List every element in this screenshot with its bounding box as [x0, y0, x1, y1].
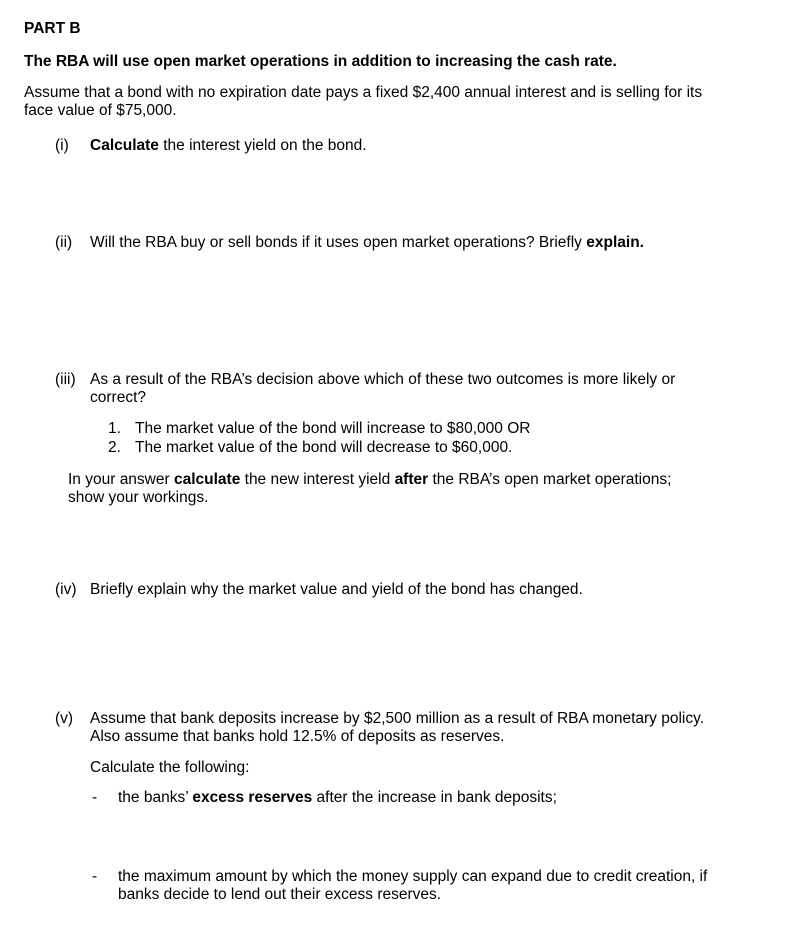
- question-3-answer-line-1: [68, 470, 671, 489]
- question-1-rest: the interest yield on the bond.: [158, 137, 367, 154]
- question-3-answer-line-2: show your workings.: [68, 489, 209, 506]
- question-2-bold: explain.: [586, 234, 644, 251]
- question-5-calc-heading: Calculate the following:: [90, 759, 250, 776]
- question-3-label: (iii): [55, 371, 76, 388]
- question-3-line-1: As a result of the RBA’s decision above which of these two outcomes is more likely or: [90, 371, 676, 388]
- bullet-2-dash: -: [92, 868, 98, 885]
- question-5-line-1: Assume that bank deposits increase by $2,500 million as a result of RBA monetary policy.: [90, 710, 704, 727]
- question-1-bold: Calculate: [90, 137, 159, 154]
- question-3-line-2: correct?: [90, 389, 146, 406]
- question-2-text: [90, 233, 644, 252]
- bullet-1-dash: -: [92, 789, 98, 806]
- question-5-label: (v): [55, 710, 74, 727]
- answer-text-e: the RBA’s open market operations;: [428, 471, 672, 488]
- option-2-text: The market value of the bond will decrease to $60,000.: [135, 439, 513, 456]
- answer-text-c: the new interest yield: [240, 471, 395, 488]
- bullet-1-text: [118, 788, 557, 807]
- question-4-text: Briefly explain why the market value and yield of the bond has changed.: [90, 581, 583, 598]
- option-1-text: The market value of the bond will increase to $80,000 OR: [135, 420, 531, 437]
- bullet-2-line-1: the maximum amount by which the money supply can expand due to credit creation, if: [118, 868, 708, 885]
- question-2-plain: Will the RBA buy or sell bonds if it uses open market operations? Briefly: [90, 234, 587, 251]
- question-5-line-2: Also assume that banks hold 12.5% of deposits as reserves.: [90, 728, 505, 745]
- bullet-2-line-2: banks decide to lend out their excess reserves.: [118, 886, 442, 903]
- answer-bold-calculate: calculate: [173, 471, 241, 488]
- bullet-1-a: the banks’: [118, 789, 193, 806]
- question-1-text: [90, 136, 367, 155]
- option-1-number: 1.: [108, 420, 121, 437]
- intro-line-1: Assume that a bond with no expiration date pays a fixed $2,400 annual interest and is selling for its: [24, 84, 703, 101]
- lead-statement: The RBA will use open market operations in addition to increasing the cash rate.: [24, 53, 617, 70]
- bullet-1-c: after the increase in bank deposits;: [312, 789, 557, 806]
- question-4-label: (iv): [55, 581, 77, 598]
- part-title: PART B: [24, 20, 81, 37]
- question-1-label: (i): [55, 137, 69, 154]
- answer-text-a: In your answer: [68, 471, 174, 488]
- question-2-label: (ii): [55, 234, 73, 251]
- answer-bold-after: after: [394, 471, 429, 488]
- intro-line-2: face value of $75,000.: [24, 102, 177, 119]
- option-2-number: 2.: [108, 439, 121, 456]
- bullet-1-bold: excess reserves: [192, 789, 313, 806]
